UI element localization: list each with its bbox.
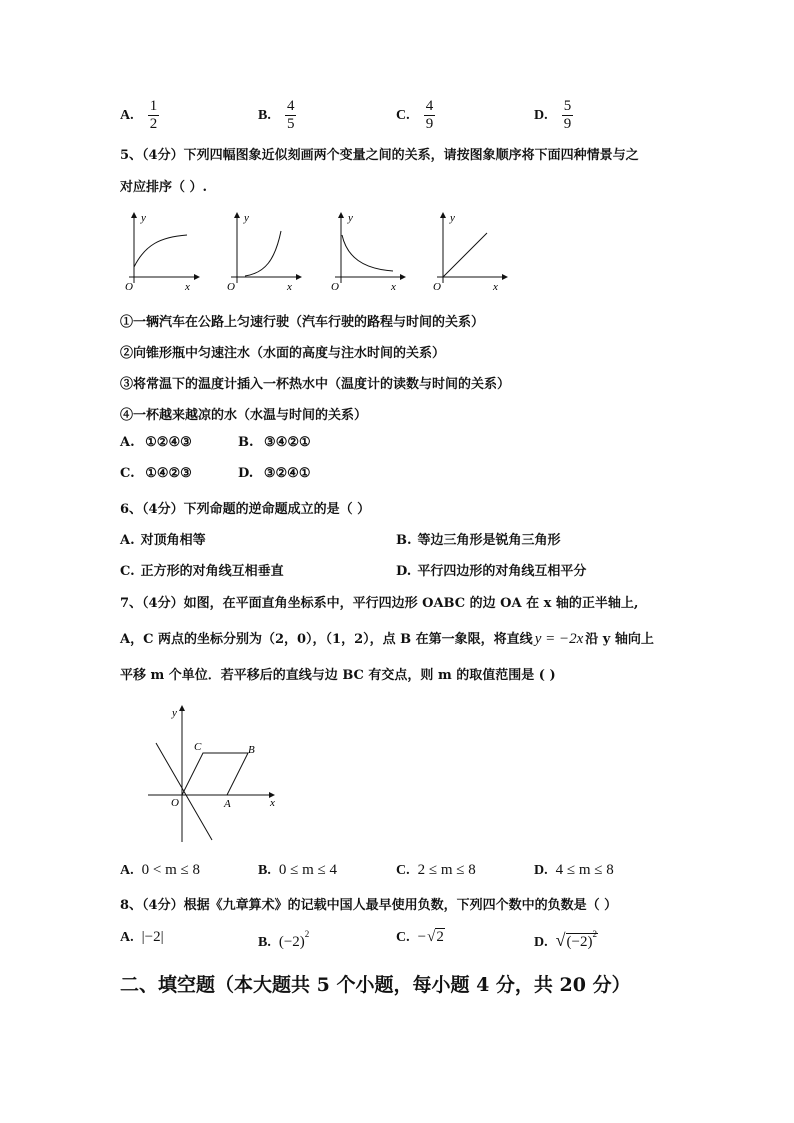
q6-option-c[interactable]: C. 正方形的对角线互相垂直 (120, 564, 284, 579)
q7-line3: 平移 m 个单位．若平移后的直线与边 BC 有交点，则 m 的取值范围是 ( ) (120, 668, 556, 683)
point-b-label: B (248, 744, 255, 756)
q5-option-b[interactable]: B. ③④②① (238, 435, 311, 450)
sqrt-sign: √ (555, 930, 566, 950)
section-heading: 二、填空题（本大题共 5 个小题，每小题 4 分，共 20 分） (120, 974, 631, 996)
q5-stem-line1: 5、（4分）下列四幅图象近似刻画两个变量之间的关系，请按图象顺序将下面四种情景与之 (120, 148, 639, 163)
q5-graphs (115, 205, 535, 297)
x-axis-label: x (287, 281, 292, 293)
q4-option-c[interactable] (396, 98, 435, 133)
q5-option-c[interactable]: C. ①④②③ (120, 466, 192, 481)
graph-linear (433, 212, 507, 293)
fraction: $\frac{1}{2}$ (149, 98, 158, 132)
q5-situation-1: ①一辆汽车在公路上匀速行驶（汽车行驶的路程与时间的关系） (120, 315, 485, 330)
q5-stem-line2: 对应排序（ ）. (120, 180, 208, 195)
option-label: B. (258, 108, 271, 123)
q8-stem: 8、（4分）根据《九章算术》的记载中国人最早使用负数，下列四个数中的负数是（ ） (120, 898, 618, 913)
x-axis-label: x (185, 281, 190, 293)
q7-option-c[interactable]: C. 2 ≤ m ≤ 8 (396, 862, 476, 878)
option-label: D. (534, 108, 548, 123)
q5-situation-2: ②向锥形瓶中匀速注水（水面的高度与注水时间的关系） (120, 346, 446, 361)
q6-stem: 6、（4分）下列命题的逆命题成立的是（ ） (120, 502, 371, 517)
origin-label: O (125, 281, 133, 293)
q5-situation-3: ③将常温下的温度计插入一杯热水中（温度计的读数与时间的关系） (120, 377, 511, 392)
q4-option-d[interactable] (534, 98, 573, 133)
sqrt-sign: √ (427, 929, 436, 945)
q7-option-b[interactable]: B. 0 ≤ m ≤ 4 (258, 862, 337, 878)
point-c-label: C (194, 741, 202, 753)
option-label: C. (396, 108, 410, 123)
q5-option-a[interactable]: A. ①②④③ (120, 435, 192, 450)
y-axis-label: y (348, 212, 353, 224)
q8-option-d[interactable]: D. $√(-2)^2$ (534, 929, 597, 950)
point-a-label: A (224, 798, 231, 810)
q8-option-a[interactable]: A. |−2| (120, 929, 164, 945)
q6-option-a[interactable]: A. 对顶角相等 (120, 533, 206, 548)
fraction: $\frac{4}{5}$ (286, 98, 295, 132)
y-axis-label: y (141, 212, 146, 224)
q8-option-b[interactable]: B. $(-2)^2$ (258, 929, 310, 950)
q7-option-a[interactable]: A. 0 < m ≤ 8 (120, 862, 200, 878)
y-axis-label: y (244, 212, 249, 224)
q8-option-c[interactable]: C. −√2 (396, 929, 444, 945)
q6-option-b[interactable]: B. 等边三角形是锐角三角形 (396, 533, 561, 548)
graph-decreasing (331, 212, 405, 293)
q7-line1: 7、（4分）如图，在平面直角坐标系中，平行四边形 OABC 的边 OA 在 x 轴的正半轴上, (120, 596, 639, 611)
q6-option-d[interactable]: D. 平行四边形的对角线互相平分 (396, 564, 587, 579)
q4-option-a[interactable] (120, 98, 159, 133)
q5-situation-4: ④一杯越来越凉的水（水温与时间的关系） (120, 408, 368, 423)
q5-option-d[interactable]: D. ③②④① (238, 466, 311, 481)
origin-label: O (227, 281, 235, 293)
option-label: A. (120, 108, 134, 123)
x-axis-label: x (391, 281, 396, 293)
graph-convex-increasing (227, 212, 301, 293)
x-axis-label: x (493, 281, 498, 293)
origin-label: O (171, 797, 179, 809)
origin-label: O (433, 281, 441, 293)
y-axis-label: y (172, 707, 177, 719)
q7-option-d[interactable]: D. 4 ≤ m ≤ 8 (534, 862, 614, 878)
q7-line2: A，C 两点的坐标分别为（2，0），（1，2），点 B 在第一象限，将直线 y = −2x 沿 y 轴向上 (120, 631, 654, 647)
fraction: $\frac{5}{9}$ (563, 98, 572, 132)
q4-option-b[interactable] (258, 98, 296, 133)
origin-label: O (331, 281, 339, 293)
fraction: $\frac{4}{9}$ (425, 98, 434, 132)
x-axis-label: x (270, 797, 275, 809)
y-axis-label: y (450, 212, 455, 224)
q7-figure (140, 700, 290, 845)
graph-concave-increasing (125, 212, 199, 293)
line-equation: y = −2x (534, 631, 584, 647)
